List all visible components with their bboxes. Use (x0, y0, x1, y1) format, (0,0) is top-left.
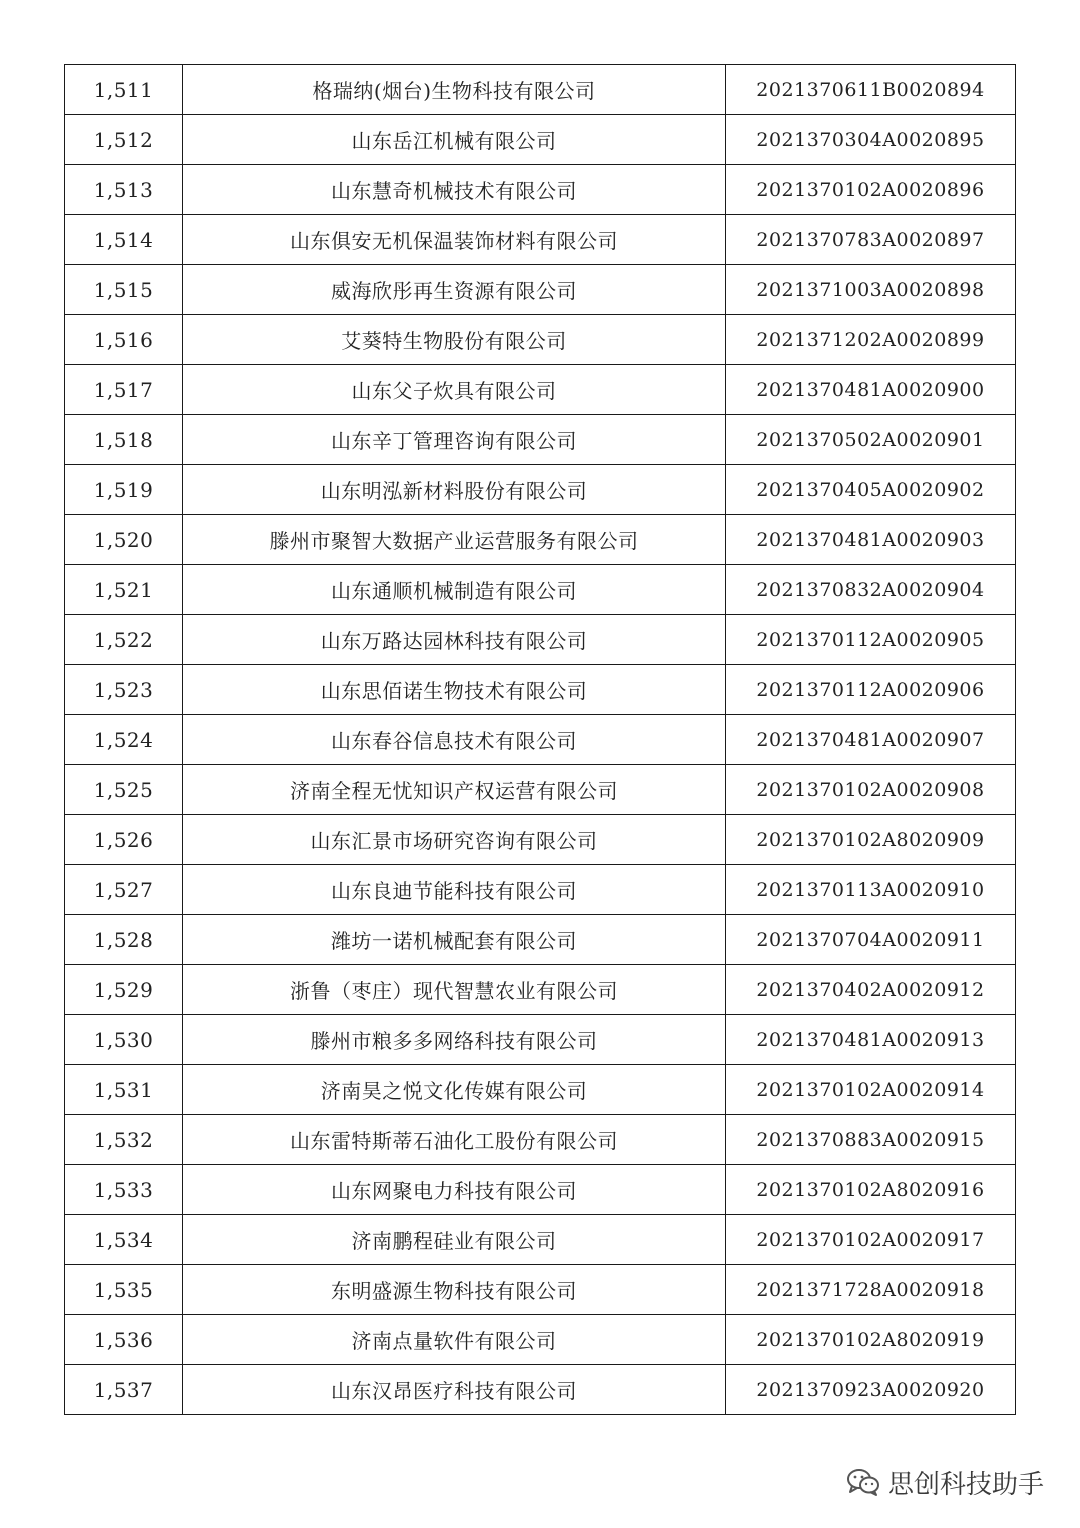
company-name: 济南点量软件有限公司 (183, 1315, 726, 1365)
table-row (65, 1015, 1016, 1065)
company-name: 格瑞纳(烟台)生物科技有限公司 (183, 65, 726, 115)
row-index: 1,535 (65, 1265, 183, 1315)
row-index: 1,531 (65, 1065, 183, 1115)
company-name: 滕州市聚智大数据产业运营服务有限公司 (183, 515, 726, 565)
row-index: 1,518 (65, 415, 183, 465)
company-name: 滕州市粮多多网络科技有限公司 (183, 1015, 726, 1065)
row-index: 1,523 (65, 665, 183, 715)
registration-code: 2021371728A0020918 (726, 1265, 1016, 1315)
wechat-icon (846, 1467, 880, 1497)
row-index: 1,532 (65, 1115, 183, 1165)
table-row (65, 965, 1016, 1015)
registration-code: 2021370923A0020920 (726, 1365, 1016, 1415)
company-name: 浙鲁（枣庄）现代智慧农业有限公司 (183, 965, 726, 1015)
table-row (65, 265, 1016, 315)
table-row (65, 65, 1016, 115)
row-index: 1,530 (65, 1015, 183, 1065)
registration-code: 2021370102A0020914 (726, 1065, 1016, 1115)
registration-code: 2021370102A0020908 (726, 765, 1016, 815)
table-row (65, 615, 1016, 665)
table-row (65, 665, 1016, 715)
company-list-table-wrapper (64, 64, 1015, 1415)
registration-code: 2021370783A0020897 (726, 215, 1016, 265)
table-row (65, 865, 1016, 915)
company-name: 威海欣彤再生资源有限公司 (183, 265, 726, 315)
registration-code: 2021370481A0020900 (726, 365, 1016, 415)
company-name: 山东春谷信息技术有限公司 (183, 715, 726, 765)
row-index: 1,513 (65, 165, 183, 215)
company-name: 山东岳江机械有限公司 (183, 115, 726, 165)
row-index: 1,537 (65, 1365, 183, 1415)
company-name: 艾葵特生物股份有限公司 (183, 315, 726, 365)
registration-code: 2021370611B0020894 (726, 65, 1016, 115)
company-name: 山东汉昂医疗科技有限公司 (183, 1365, 726, 1415)
company-name: 山东慧奇机械技术有限公司 (183, 165, 726, 215)
table-row (65, 365, 1016, 415)
table-row (65, 465, 1016, 515)
row-index: 1,524 (65, 715, 183, 765)
registration-code: 2021370102A0020896 (726, 165, 1016, 215)
registration-code: 2021370883A0020915 (726, 1115, 1016, 1165)
wechat-watermark (846, 1462, 1044, 1502)
table-row (65, 1315, 1016, 1365)
row-index: 1,519 (65, 465, 183, 515)
company-name: 济南昊之悦文化传媒有限公司 (183, 1065, 726, 1115)
registration-code: 2021370102A0020917 (726, 1215, 1016, 1265)
company-name: 山东辛丁管理咨询有限公司 (183, 415, 726, 465)
row-index: 1,515 (65, 265, 183, 315)
company-name: 济南鹏程硅业有限公司 (183, 1215, 726, 1265)
row-index: 1,536 (65, 1315, 183, 1365)
registration-code: 2021370405A0020902 (726, 465, 1016, 515)
company-name: 山东思佰诺生物技术有限公司 (183, 665, 726, 715)
table-row (65, 765, 1016, 815)
registration-code: 2021370112A0020906 (726, 665, 1016, 715)
company-name: 山东雷特斯蒂石油化工股份有限公司 (183, 1115, 726, 1165)
row-index: 1,529 (65, 965, 183, 1015)
row-index: 1,511 (65, 65, 183, 115)
row-index: 1,522 (65, 615, 183, 665)
row-index: 1,534 (65, 1215, 183, 1265)
registration-code: 2021370112A0020905 (726, 615, 1016, 665)
registration-code: 2021370102A8020916 (726, 1165, 1016, 1215)
registration-code: 2021371003A0020898 (726, 265, 1016, 315)
row-index: 1,533 (65, 1165, 183, 1215)
table-row (65, 815, 1016, 865)
registration-code: 2021370704A0020911 (726, 915, 1016, 965)
table-row (65, 1215, 1016, 1265)
company-name: 山东汇景市场研究咨询有限公司 (183, 815, 726, 865)
registration-code: 2021370502A0020901 (726, 415, 1016, 465)
table-row (65, 315, 1016, 365)
row-index: 1,514 (65, 215, 183, 265)
company-name: 山东万路达园林科技有限公司 (183, 615, 726, 665)
table-row (65, 715, 1016, 765)
company-name: 济南全程无忧知识产权运营有限公司 (183, 765, 726, 815)
row-index: 1,516 (65, 315, 183, 365)
company-list-table (64, 64, 1016, 1415)
table-row (65, 1165, 1016, 1215)
row-index: 1,527 (65, 865, 183, 915)
company-name: 山东俱安无机保温装饰材料有限公司 (183, 215, 726, 265)
table-row (65, 215, 1016, 265)
table-row (65, 1365, 1016, 1415)
registration-code: 2021370481A0020903 (726, 515, 1016, 565)
table-row (65, 1115, 1016, 1165)
registration-code: 2021370402A0020912 (726, 965, 1016, 1015)
registration-code: 2021370304A0020895 (726, 115, 1016, 165)
row-index: 1,525 (65, 765, 183, 815)
table-row (65, 515, 1016, 565)
table-body (65, 65, 1016, 1415)
registration-code: 2021370481A0020907 (726, 715, 1016, 765)
company-name: 山东明泓新材料股份有限公司 (183, 465, 726, 515)
table-row (65, 115, 1016, 165)
registration-code: 2021370832A0020904 (726, 565, 1016, 615)
row-index: 1,517 (65, 365, 183, 415)
company-name: 潍坊一诺机械配套有限公司 (183, 915, 726, 965)
row-index: 1,528 (65, 915, 183, 965)
company-name: 山东良迪节能科技有限公司 (183, 865, 726, 915)
company-name: 山东通顺机械制造有限公司 (183, 565, 726, 615)
row-index: 1,512 (65, 115, 183, 165)
table-row (65, 1265, 1016, 1315)
table-row (65, 565, 1016, 615)
registration-code: 2021370102A8020919 (726, 1315, 1016, 1365)
company-name: 山东网聚电力科技有限公司 (183, 1165, 726, 1215)
table-row (65, 1065, 1016, 1115)
row-index: 1,526 (65, 815, 183, 865)
table-row (65, 415, 1016, 465)
registration-code: 2021370481A0020913 (726, 1015, 1016, 1065)
registration-code: 2021370113A0020910 (726, 865, 1016, 915)
row-index: 1,520 (65, 515, 183, 565)
registration-code: 2021370102A8020909 (726, 815, 1016, 865)
watermark-text: 思创科技助手 (887, 1469, 1044, 1500)
company-name: 山东父子炊具有限公司 (183, 365, 726, 415)
table-row (65, 165, 1016, 215)
registration-code: 2021371202A0020899 (726, 315, 1016, 365)
company-name: 东明盛源生物科技有限公司 (183, 1265, 726, 1315)
table-row (65, 915, 1016, 965)
row-index: 1,521 (65, 565, 183, 615)
